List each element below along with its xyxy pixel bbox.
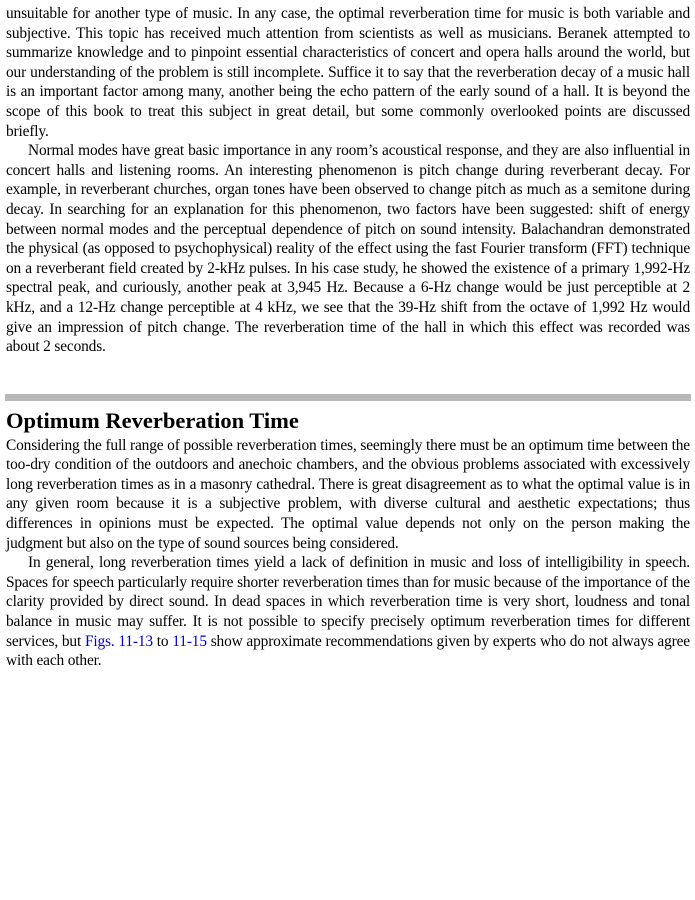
paragraph-text: to bbox=[152, 632, 173, 650]
section-heading: Optimum Reverberation Time bbox=[6, 407, 299, 433]
paragraph-text: show approximate recommendations given by experts who do not always agree with each other. bbox=[6, 632, 690, 670]
body-paragraph: Normal modes have great basic importance in any room’s acoustical response, and they are also influential in concert halls and listening rooms. An interesting phenomenon is pitch change during reverberant decay. For example, in reverberant churches, organ tones have been observed to change pitch as much as a semitone during decay. In searching for an explanation for this phenomenon, two factors have been suggested: shift of energy between normal modes and the perceptual dependence of pitch on sound intensity. Balachandran demonstrated the physical (as opposed to psychophysical) reality of the effect using the fast Fourier transform (FFT) technique on a reverberant field created by 2-kHz pulses. In his case study, he showed the existence of a primary 1,992-Hz spectral peak, and curiously, another peak at 3,945 Hz. Because a 6-Hz change would be just perceptible at 2 kHz, and a 12-Hz change perceptible at 4 kHz, we see that the 39-Hz shift from the octave of 1,992 Hz would give an impression of pitch change. The reverberation time of the hall in which this effect was recorded was about 2 seconds. bbox=[6, 142, 690, 356]
figure-link-11-13[interactable]: Figs. 11-13 bbox=[84, 632, 153, 650]
body-paragraph: Considering the full range of possible reverberation times, seemingly there must be an optimum time between the too-dry condition of the outdoors and anechoic chambers, and the obvious problems associated with excessively long reverberation times as in a masonry cathedral. There is great disagreement as to what the optimal value is in any given room because it is a subjective problem, with diverse cultural and aesthetic expectations; thus differences in opinions must be expected. The optimal value depends not only on the person making the judgment but also on the type of sound sources being considered. bbox=[6, 436, 690, 552]
section-divider bbox=[5, 394, 691, 401]
body-paragraph: unsuitable for another type of music. In any case, the optimal reverberation time for music is both variable and subjective. This topic has received much attention from scientists as well as musicians. Beranek attempted to summarize knowledge and to pinpoint essential characteristics of concert and opera halls around the world, but our understanding of the problem is still incomplete. Suffice it to say that the reverberation decay of a music hall is an important factor among many, another being the echo pattern of the early sound of a hall. It is beyond the scope of this book to treat this subject in great detail, but some commonly overlooked points are discussed briefly. bbox=[6, 5, 690, 140]
body-paragraph bbox=[6, 553, 690, 671]
figure-link-11-15[interactable]: 11-15 bbox=[172, 632, 207, 650]
paragraph-text: In general, long reverberation times yield a lack of definition in music and loss of intelligibility in speech. Spaces for speech particularly require shorter reverberation times than for music because of the importance of the clarity provided by direct sound. In dead spaces in which reverberation time is very short, loudness and tonal balance in music may suffer. It is not possible to specify precisely optimum reverberation times for different services, but bbox=[6, 554, 690, 650]
